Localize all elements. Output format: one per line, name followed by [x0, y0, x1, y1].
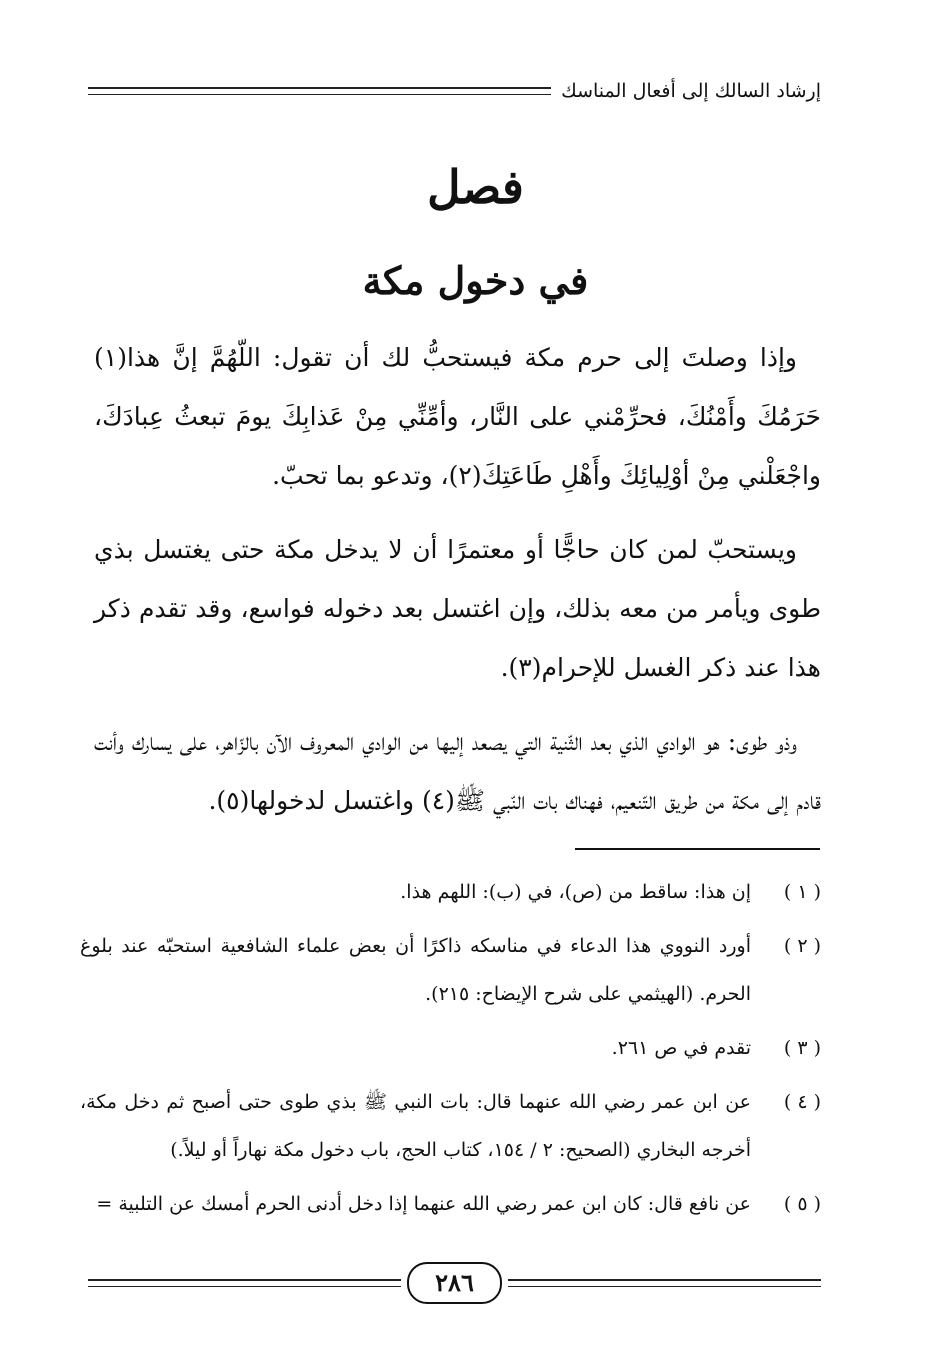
paragraph: ويستحبّ لمن كان حاجًّا أو معتمرًا أن لا يدخل مكة حتى يغتسل بذي طوى ويأمر من معه بذلك، وإن اغتسل بعد دخوله فواسع، وقد تقدم ذكر هذا عند ذكر الغسل للإحرام(٣).: [94, 535, 821, 682]
footnote-text: إن هذا: ساقط من (ص)، في (ب): اللهم هذا.: [400, 881, 751, 903]
footnote-text: تقدم في ص ٢٦١.: [611, 1037, 751, 1059]
section-title: في دخول مكة: [362, 258, 589, 303]
paragraph: وإذا وصلتَ إلى حرم مكة فيستحبُّ لك أن تقول: اللّهُمَّ إنَّ هذا(١) حَرَمُكَ وأَمْنُكَ، فحرِّمْني على النَّار، وأمِّنِّي مِنْ عَذابِكَ يومَ تبعثُ عِبادَكَ، واجْعَلْني مِنْ أوْلِيائِكَ وأَهْلِ طَاعَتِكَ(٢)، وتدعو بما تحبّ.: [94, 343, 821, 490]
footnote: [80, 1024, 821, 1072]
footer-rule-right: [508, 1279, 821, 1287]
footer-rule-left: [88, 1279, 401, 1287]
running-title: إرشاد السالك إلى أفعال المناسك: [561, 80, 821, 102]
footnote: [80, 1180, 821, 1228]
body-text: [94, 328, 821, 845]
footnote-number: ( ٤ ): [783, 1091, 821, 1113]
footnote-number: ( ١ ): [783, 881, 821, 903]
footnote: [80, 868, 821, 916]
footnote-number: ( ٢ ): [783, 935, 821, 957]
footnote-text: عن نافع قال: كان ابن عمر رضي الله عنهما إذا دخل أدنى الحرم أمسك عن التلبية =: [96, 1193, 751, 1215]
footnote-text: أورد النووي هذا الدعاء في مناسكه ذاكرًا أن بعض علماء الشافعية استحبّه عند بلوغ الحرم. (الهيثمي على شرح الإيضاح: ٢١٥).: [80, 935, 751, 1005]
footnote-text: عن ابن عمر رضي الله عنهما قال: بات النبي ﷺ بذي طوى حتى أصبح ثم دخل مكة، أخرجه البخاري (الصحيح: ٢ / ١٥٤، كتاب الحج، باب دخول مكة نهاراً أو ليلاً.): [80, 1091, 751, 1161]
footnote-number: ( ٣ ): [783, 1037, 821, 1059]
footnotes: [80, 868, 821, 1234]
footnote-number: ( ٥ ): [783, 1193, 821, 1215]
header-rule: [88, 87, 551, 95]
footnote: [80, 922, 821, 1018]
page-footer: [88, 1262, 821, 1304]
footnote-separator: [575, 848, 820, 850]
footnote: [80, 1078, 821, 1174]
page-number: ٢٨٦: [407, 1262, 502, 1304]
chapter-title: فصل: [427, 160, 524, 214]
running-header: [88, 80, 821, 102]
paragraph: وذو طوى: هو الوادي الذي بعد الثّنية التي يصعد إليها من الوادي المعروف الآن بالزّاهر، على يسارك وأنت قادم إلى مكة من طريق التّنعيم، فهناك بات النّبي ﷺ(٤) واغتسل لدخولها(٥).: [94, 727, 821, 815]
